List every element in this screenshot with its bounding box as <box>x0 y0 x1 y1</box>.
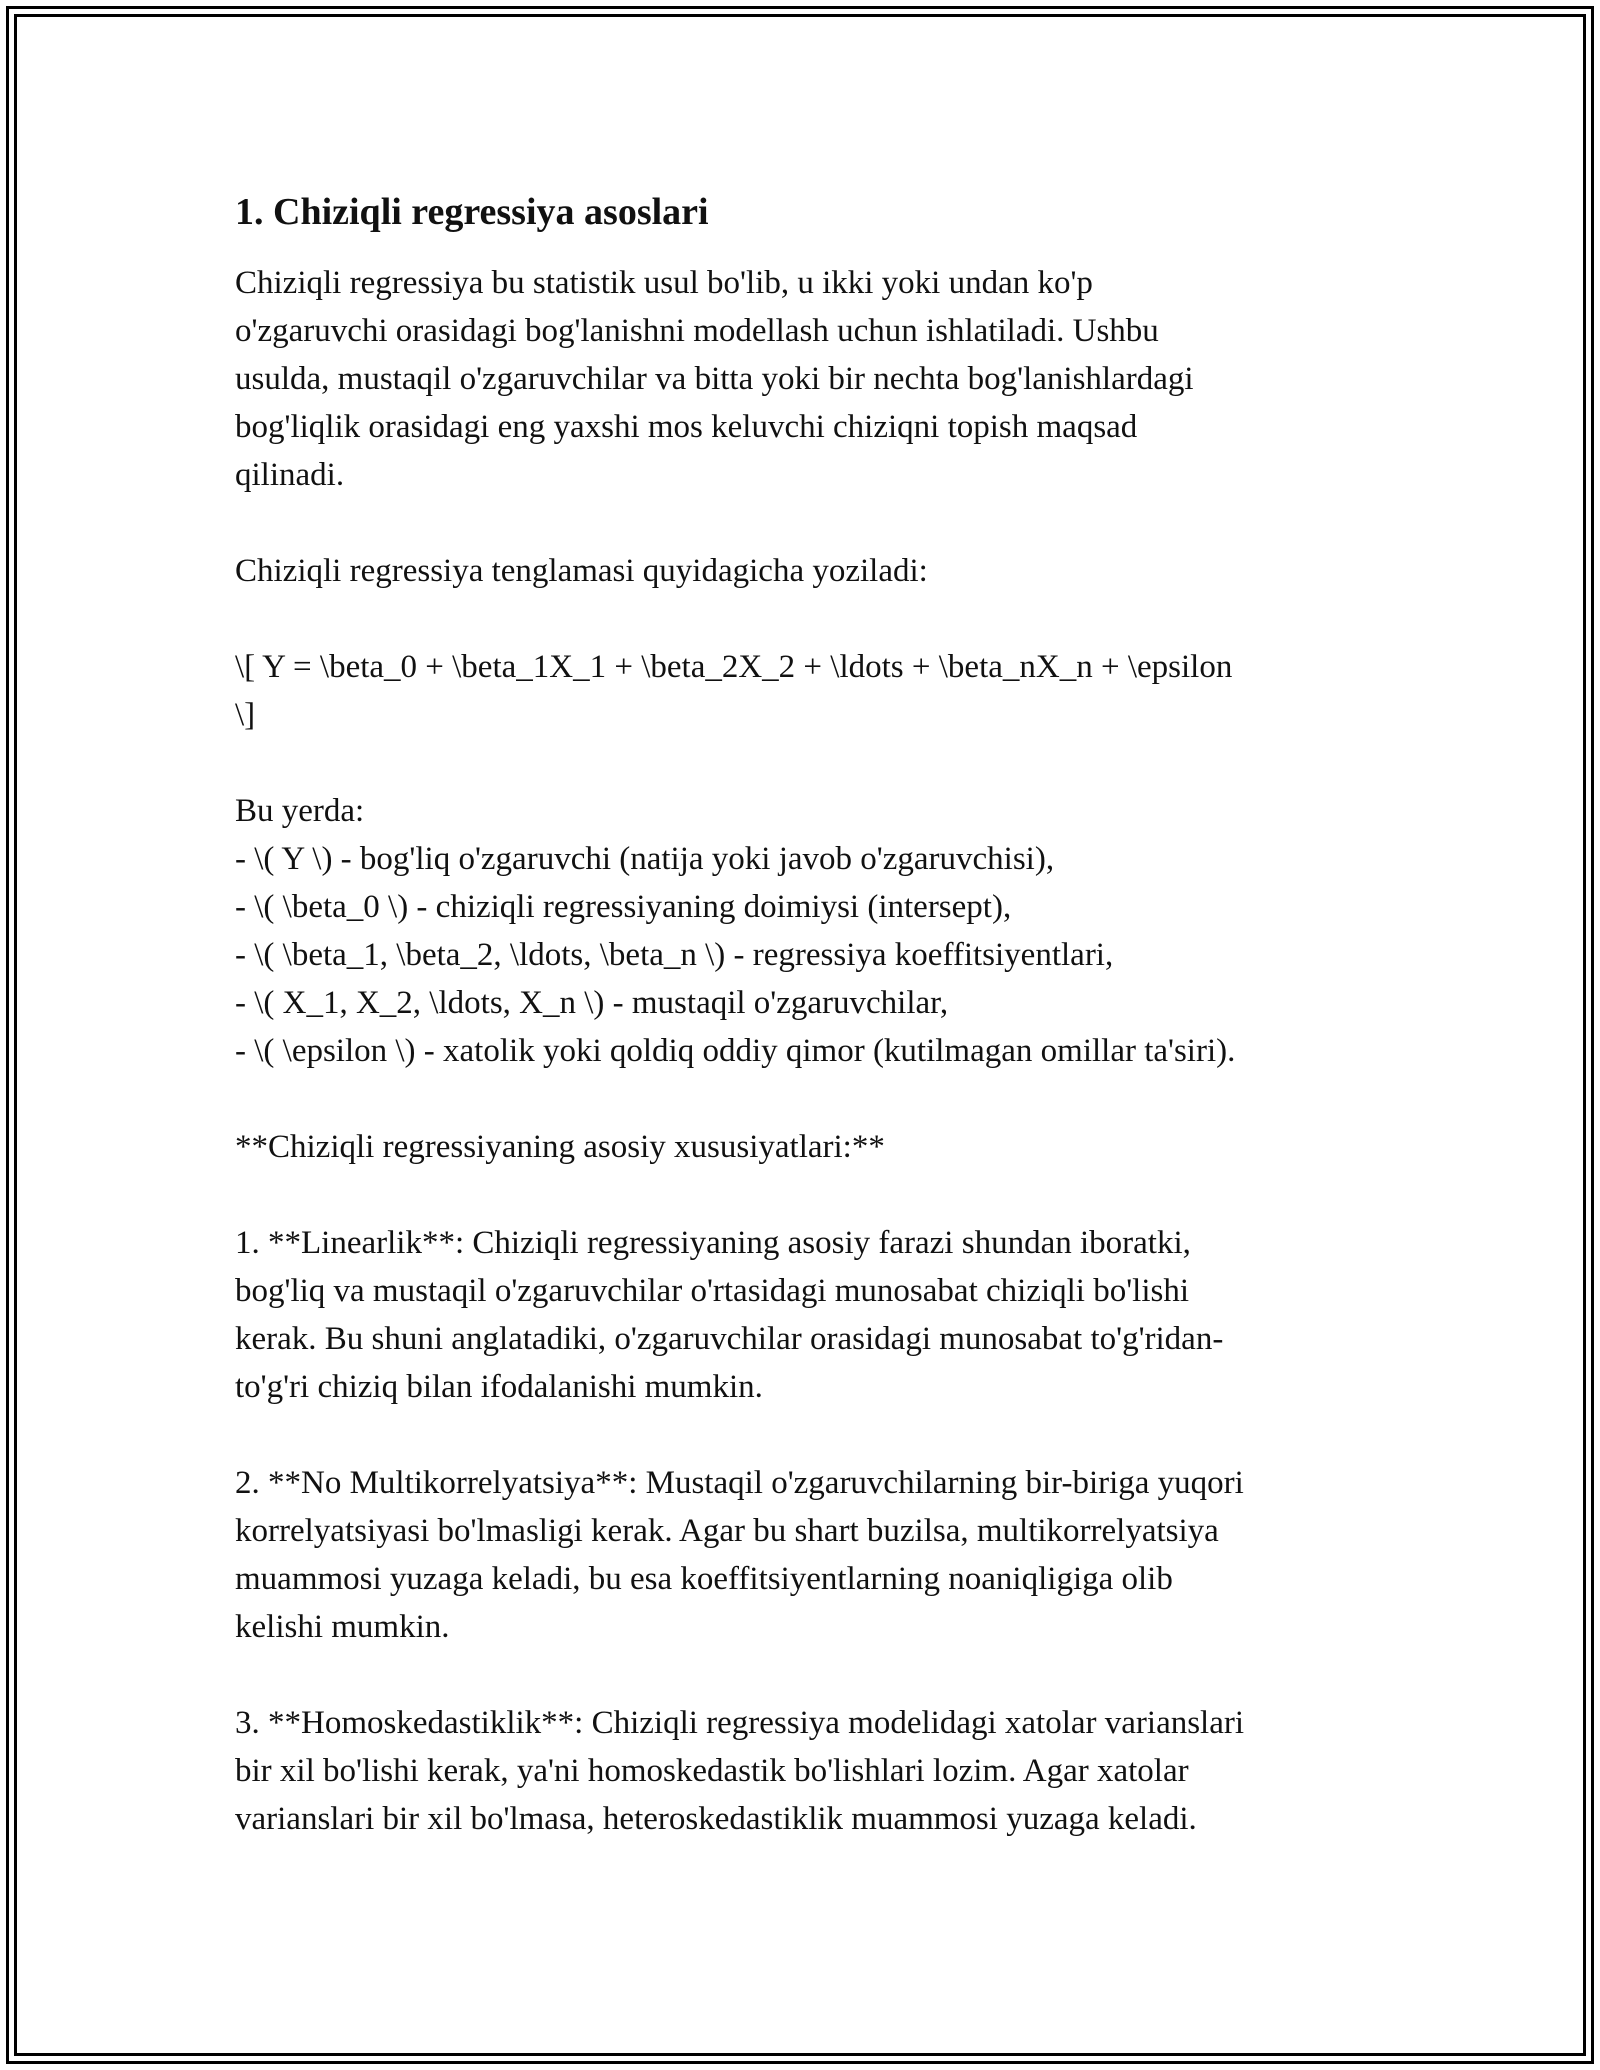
intro-line: qilinadi. <box>235 457 345 493</box>
feature-line: korrelyatsiyasi bo'lmasligi kerak. Agar bu shart buzilsa, multikorrelyatsiya <box>235 1513 1219 1549</box>
feature-line: muammosi yuzaga keladi, bu esa koeffitsiyentlarning noaniqligiga olib <box>235 1561 1173 1597</box>
feature-point-3 <box>235 1699 1370 1843</box>
feature-line: to'g'ri chiziq bilan ifodalanishi mumkin. <box>235 1369 763 1405</box>
intro-line: usulda, mustaqil o'zgaruvchilar va bitta yoki bir nechta bog'lanishlardagi <box>235 361 1194 397</box>
paragraph-gap <box>235 1651 1370 1699</box>
features-heading: **Chiziqli regressiyaning asosiy xususiyatlari:** <box>235 1129 885 1165</box>
feature-line: bog'liq va mustaqil o'zgaruvchilar o'rtasidagi munosabat chiziqli bo'lishi <box>235 1273 1190 1309</box>
intro-line: o'zgaruvchi orasidagi bog'lanishni modellash uchun ishlatiladi. Ushbu <box>235 313 1159 349</box>
document-body <box>235 188 1370 1843</box>
where-item: - \( Y \) - bog'liq o'zgaruvchi (natija yoki javob o'zgaruvchisi), <box>235 841 1055 877</box>
intro-paragraph <box>235 259 1370 499</box>
feature-line: varianslari bir xil bo'lmasa, heteroskedastiklik muammosi yuzaga keladi. <box>235 1801 1197 1837</box>
where-item: - \( \beta_0 \) - chiziqli regressiyaning doimiysi (intersept), <box>235 889 1012 925</box>
equation-intro: Chiziqli regressiya tenglamasi quyidagicha yoziladi: <box>235 553 928 589</box>
feature-point-1 <box>235 1219 1370 1411</box>
equation-line: \] <box>235 697 256 733</box>
where-item: - \( \epsilon \) - xatolik yoki qoldiq oddiy qimor (kutilmagan omillar ta'siri). <box>235 1033 1236 1069</box>
where-item: - \( \beta_1, \beta_2, \ldots, \beta_n \) - regressiya koeffitsiyentlari, <box>235 937 1114 973</box>
feature-point-2 <box>235 1459 1370 1651</box>
feature-line: 2. **No Multikorrelyatsiya**: Mustaqil o'zgaruvchilarning bir-biriga yuqori <box>235 1465 1244 1501</box>
intro-line: Chiziqli regressiya bu statistik usul bo'lib, u ikki yoki undan ko'p <box>235 265 1093 301</box>
where-list <box>235 787 1370 1075</box>
paragraph-gap <box>235 739 1370 787</box>
feature-line: 1. **Linearlik**: Chiziqli regressiyaning asosiy farazi shundan iboratki, <box>235 1225 1191 1261</box>
feature-line: bir xil bo'lishi kerak, ya'ni homoskedastik bo'lishlari lozim. Agar xatolar <box>235 1753 1189 1789</box>
paragraph-gap <box>235 499 1370 547</box>
feature-line: 3. **Homoskedastiklik**: Chiziqli regressiya modelidagi xatolar varianslari <box>235 1705 1245 1741</box>
equation <box>235 643 1370 739</box>
paragraph-gap <box>235 1411 1370 1459</box>
where-item: - \( X_1, X_2, \ldots, X_n \) - mustaqil o'zgaruvchilar, <box>235 985 949 1021</box>
paragraph-gap <box>235 1075 1370 1123</box>
section-heading: 1. Chiziqli regressiya asoslari <box>235 191 709 233</box>
paragraph-gap <box>235 595 1370 643</box>
intro-line: bog'liqlik orasidagi eng yaxshi mos keluvchi chiziqni topish maqsad <box>235 409 1138 445</box>
paragraph-gap <box>235 1171 1370 1219</box>
equation-line: \[ Y = \beta_0 + \beta_1X_1 + \beta_2X_2 + \ldots + \beta_nX_n + \epsilon <box>235 649 1233 685</box>
feature-line: kelishi mumkin. <box>235 1609 450 1645</box>
where-label: Bu yerda: <box>235 793 365 829</box>
feature-line: kerak. Bu shuni anglatadiki, o'zgaruvchilar orasidagi munosabat to'g'ridan- <box>235 1321 1224 1357</box>
